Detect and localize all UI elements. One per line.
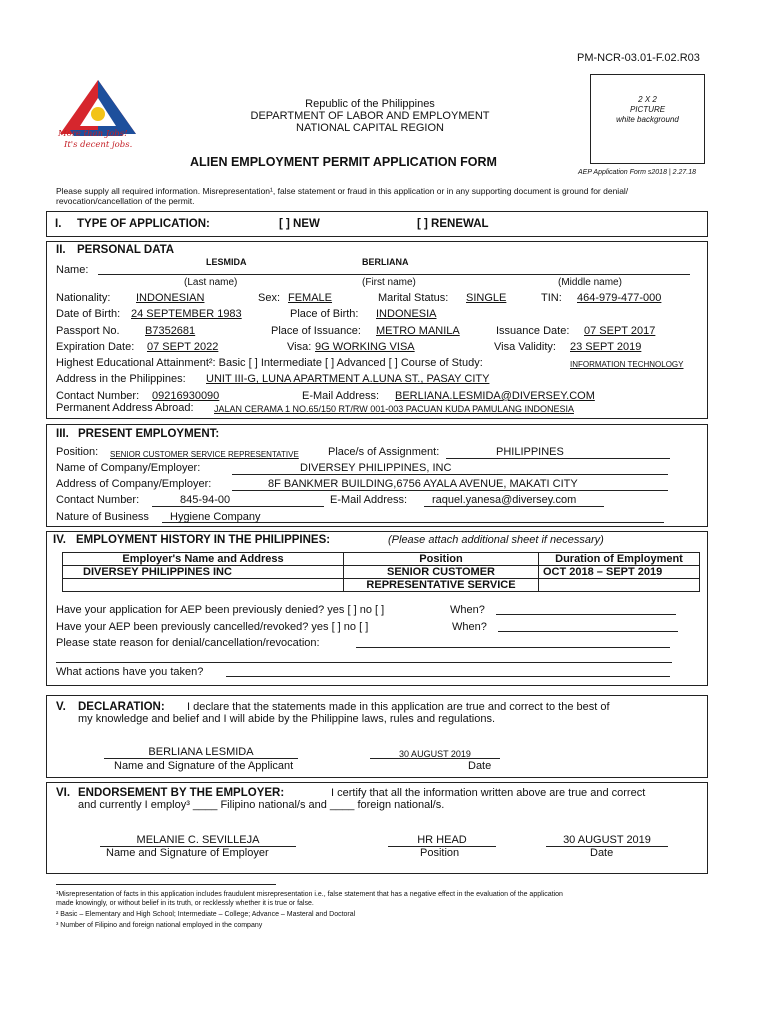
header-duration: Duration of Employment [539, 553, 700, 566]
when-denied-label: When? [450, 604, 485, 616]
question-denied: Have your application for AEP been previously denied? yes [ ] no [ ] [56, 604, 385, 616]
course-value[interactable]: INFORMATION TECHNOLOGY [570, 360, 684, 369]
section-4-note: (Please attach additional sheet if necessary) [388, 534, 604, 546]
last-name[interactable]: LESMIDA [206, 257, 247, 267]
picture-box [590, 74, 705, 164]
logo-tagline-2: It's decent jobs. [64, 140, 133, 150]
when-denied-line[interactable] [496, 614, 676, 615]
employer-position[interactable]: HR HEAD [417, 834, 467, 846]
employer-contact-value[interactable]: 845-94-00 [180, 494, 231, 506]
section-5-title: DECLARATION: [78, 701, 165, 713]
applicant-date-caption: Date [468, 760, 492, 772]
footnote-divider [56, 884, 276, 885]
name-label: Name: [56, 264, 89, 276]
picture-label: PICTURE [629, 105, 666, 114]
business-label: Nature of Business [56, 511, 149, 523]
question-actions: What actions have you taken? [56, 666, 204, 678]
header-department: DEPARTMENT OF LABOR AND EMPLOYMENT [250, 110, 490, 122]
version-note: AEP Application Form s2018 | 2.27.18 [578, 169, 697, 176]
footnote-1b: made knowingly, or without belief in its truth, or recklessly whether it is true or false. [56, 900, 314, 907]
name-line [98, 274, 690, 275]
employer-email-label: E-Mail Address: [330, 494, 408, 506]
actions-line[interactable] [226, 676, 670, 677]
passport-value[interactable]: B7352681 [145, 325, 196, 337]
business-value[interactable]: Hygiene Company [170, 511, 261, 523]
issuance-date-value[interactable]: 07 SEPT 2017 [584, 325, 656, 337]
question-cancelled: Have your AEP been previously cancelled/revoked? yes [ ] no [ ] [56, 621, 369, 633]
address-value[interactable]: UNIT III-G, LUNA APARTMENT A.LUNA ST., PASAY CITY [206, 373, 490, 385]
option-new[interactable]: [ ] NEW [279, 218, 320, 230]
middle-name-caption: (Middle name) [558, 277, 622, 288]
applicant-caption: Name and Signature of the Applicant [114, 760, 294, 772]
employment-history-table [62, 552, 700, 592]
position-caption: Position [420, 847, 460, 859]
company-address-value[interactable]: 8F BANKMER BUILDING,6756 AYALA AVENUE, MAKATI CITY [268, 478, 578, 490]
section-3-title: PRESENT EMPLOYMENT: [78, 428, 220, 440]
company-address-label: Address of Company/Employer: [56, 478, 212, 490]
row-position-2[interactable]: REPRESENTATIVE SERVICE [344, 579, 539, 592]
sex-label: Sex: [258, 292, 281, 304]
header-employer: Employer's Name and Address [63, 553, 344, 566]
declaration-text-1: I declare that the statements made in this application are true and correct to the best of [187, 701, 610, 713]
dob-label: Date of Birth: [56, 308, 121, 320]
instructions: Please supply all required information. Misrepresentation¹, false statement or fraud in this application or in any supporting document is ground for denial/ revocation/cancellation of the permit. [56, 186, 629, 206]
row-position-1[interactable]: SENIOR CUSTOMER [344, 566, 539, 579]
section-6-title: ENDORSEMENT BY THE EMPLOYER: [78, 787, 285, 799]
question-reason: Please state reason for denial/cancellation/revocation: [56, 637, 320, 649]
section-4-title: EMPLOYMENT HISTORY IN THE PHILIPPINES: [76, 534, 331, 546]
education-label: Highest Educational Attainment²: Basic [ ] Intermediate [ ] Advanced [ ] Course of Study: [56, 357, 483, 369]
section-5-num: V. [56, 701, 66, 713]
permanent-address-value[interactable]: JALAN CERAMA 1 NO.65/150 RT/RW 001-003 PACUAN KUDA PAMULANG INDONESIA [214, 404, 574, 414]
section-2-num: II. [56, 244, 66, 256]
logo-tagline-1: More than Jobs! [58, 129, 128, 139]
reason-line-2[interactable] [56, 662, 672, 663]
employer-name[interactable]: MELANIE C. SEVILLEJA [136, 834, 260, 846]
applicant-date[interactable]: 30 AUGUST 2019 [399, 749, 471, 759]
expiration-label: Expiration Date: [56, 341, 135, 353]
address-label: Address in the Philippines: [56, 373, 186, 385]
position-label: Position: [56, 446, 99, 458]
endorsement-date[interactable]: 30 AUGUST 2019 [563, 834, 651, 846]
table-row [63, 579, 700, 592]
contact-label: Contact Number: [56, 390, 140, 402]
footnote-2: ² Basic – Elementary and High School; Intermediate – College; Advance – Masteral and Doctoral [56, 911, 356, 918]
pob-value[interactable]: INDONESIA [376, 308, 437, 320]
section-2-title: PERSONAL DATA [77, 244, 175, 256]
footnote-1a: ¹Misrepresentation of facts in this application includes fraudulent misrepresentation i.e., false statement that has a negative effect in the evaluation of the application [56, 891, 563, 898]
first-name[interactable]: BERLIANA [362, 257, 409, 267]
header-republic: Republic of the Philippines [305, 98, 435, 110]
dole-logo [56, 78, 140, 156]
marital-label: Marital Status: [378, 292, 449, 304]
picture-size: 2 X 2 [638, 95, 657, 104]
section-type-of-application [46, 211, 708, 237]
section-6-num: VI. [56, 787, 71, 799]
visa-value[interactable]: 9G WORKING VISA [315, 341, 415, 353]
nationality-value[interactable]: INDONESIAN [136, 292, 205, 304]
section-3-num: III. [56, 428, 69, 440]
expiration-value[interactable]: 07 SEPT 2022 [147, 341, 219, 353]
tin-label: TIN: [541, 292, 562, 304]
issuance-place-label: Place of Issuance: [271, 325, 361, 337]
assignment-label: Place/s of Assignment: [328, 446, 440, 458]
section-4-num: IV. [53, 534, 67, 546]
email-label: E-Mail Address: [302, 390, 380, 402]
declaration-text-2: my knowledge and belief and I will abide by the Philippine laws, rules and regulations. [78, 713, 496, 725]
endorsement-text-1: I certify that all the information written above are true and correct [331, 787, 646, 799]
company-label: Name of Company/Employer: [56, 462, 201, 474]
section-1-num: I. [55, 218, 62, 230]
form-code: PM-NCR-03.01-F.02.R03 [577, 52, 700, 64]
company-value[interactable]: DIVERSEY PHILIPPINES, INC [300, 462, 452, 474]
section-1-title: TYPE OF APPLICATION: [77, 218, 210, 230]
issuance-date-label: Issuance Date: [496, 325, 570, 337]
issuance-place-value[interactable]: METRO MANILA [376, 325, 460, 337]
visa-validity-label: Visa Validity: [494, 341, 556, 353]
dob-value[interactable]: 24 SEPTEMBER 1983 [131, 308, 242, 320]
applicant-name[interactable]: BERLIANA LESMIDA [148, 746, 254, 758]
employer-email-value[interactable]: raquel.yanesa@diversey.com [432, 494, 577, 506]
row-employer[interactable]: DIVERSEY PHILIPPINES INC [63, 566, 344, 579]
table-row [63, 566, 700, 579]
employer-contact-line [152, 506, 324, 507]
passport-label: Passport No. [56, 325, 120, 337]
table-header-row [63, 553, 700, 566]
email-value[interactable]: BERLIANA.LESMIDA@DIVERSEY.COM [395, 390, 595, 402]
endorsement-text-2: and currently I employ³ ____ Filipino national/s and ____ foreign national/s. [78, 799, 445, 811]
header-position: Position [344, 553, 539, 566]
form-title: ALIEN EMPLOYMENT PERMIT APPLICATION FORM [190, 155, 497, 169]
nationality-label: Nationality: [56, 292, 111, 304]
when-cancelled-label: When? [452, 621, 487, 633]
first-name-caption: (First name) [362, 277, 416, 288]
visa-label: Visa: [287, 341, 312, 353]
endorsement-date-caption: Date [590, 847, 614, 859]
contact-value[interactable]: 09216930090 [152, 390, 220, 402]
when-cancelled-line[interactable] [498, 631, 678, 632]
row-duration[interactable]: OCT 2018 – SEPT 2019 [539, 566, 700, 579]
employer-caption: Name and Signature of Employer [106, 847, 269, 859]
header-region: NATIONAL CAPITAL REGION [296, 122, 444, 134]
reason-line-1[interactable] [356, 647, 670, 648]
marital-value[interactable]: SINGLE [466, 292, 507, 304]
sex-value[interactable]: FEMALE [288, 292, 333, 304]
permanent-address-label: Permanent Address Abroad: [56, 402, 194, 414]
visa-validity-value[interactable]: 23 SEPT 2019 [570, 341, 642, 353]
pob-label: Place of Birth: [290, 308, 359, 320]
position-value[interactable]: SENIOR CUSTOMER SERVICE REPRESENTATIVE [110, 450, 299, 459]
employer-contact-label: Contact Number: [56, 494, 140, 506]
footnote-3: ³ Number of Filipino and foreign national employed in the company [56, 922, 263, 929]
option-renewal[interactable]: [ ] RENEWAL [417, 218, 489, 230]
tin-value[interactable]: 464-979-477-000 [577, 292, 662, 304]
last-name-caption: (Last name) [184, 277, 238, 288]
picture-note: white background [616, 115, 679, 124]
assignment-value[interactable]: PHILIPPINES [496, 446, 564, 458]
